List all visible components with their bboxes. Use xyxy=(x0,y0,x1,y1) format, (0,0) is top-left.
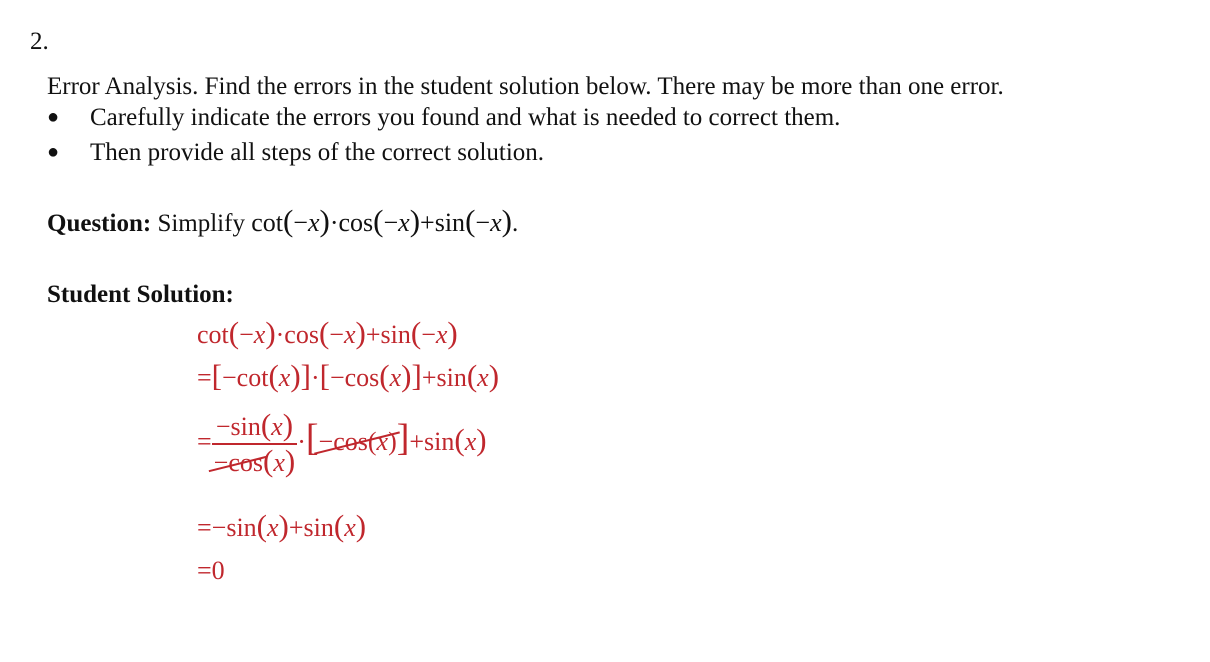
instructions: Error Analysis. Find the errors in the student solution below. There may be more than one error. xyxy=(47,73,1004,100)
question-expression: cot(−x)·cos(−x)+sin(−x) xyxy=(251,203,512,238)
solution-line-4: =−sin(x)+sin(x) xyxy=(197,508,367,543)
solution-line-2: =[−cot(x)]·[−cos(x)]+sin(x) xyxy=(197,358,500,393)
solution-line-1: cot(−x)·cos(−x)+sin(−x) xyxy=(197,315,458,350)
question-text: Simplify xyxy=(157,210,245,237)
question-label: Question: xyxy=(47,210,152,237)
bullet-text: Then provide all steps of the correct solution. xyxy=(90,139,545,166)
question xyxy=(47,203,518,239)
problem-number: 2. xyxy=(30,28,49,55)
question-period: . xyxy=(511,210,519,237)
bullet-text: Carefully indicate the errors you found and what is needed to correct them. xyxy=(90,104,841,131)
solution-label: Student Solution: xyxy=(47,281,234,308)
bullet-item-2 xyxy=(47,139,544,167)
solution-line-3: = $\frac{-\sin(x)}{-\cos(x)}$ ·[−cos(x)]+sin(x) xyxy=(197,407,487,478)
fraction: $\frac{-\sin(x)}{-\cos(x)}$ xyxy=(213,407,296,478)
bullet-icon: ● xyxy=(47,106,60,128)
bullet-icon: ● xyxy=(47,141,60,163)
bullet-item-1 xyxy=(47,104,840,132)
solution-line-5: =0 xyxy=(197,556,225,585)
